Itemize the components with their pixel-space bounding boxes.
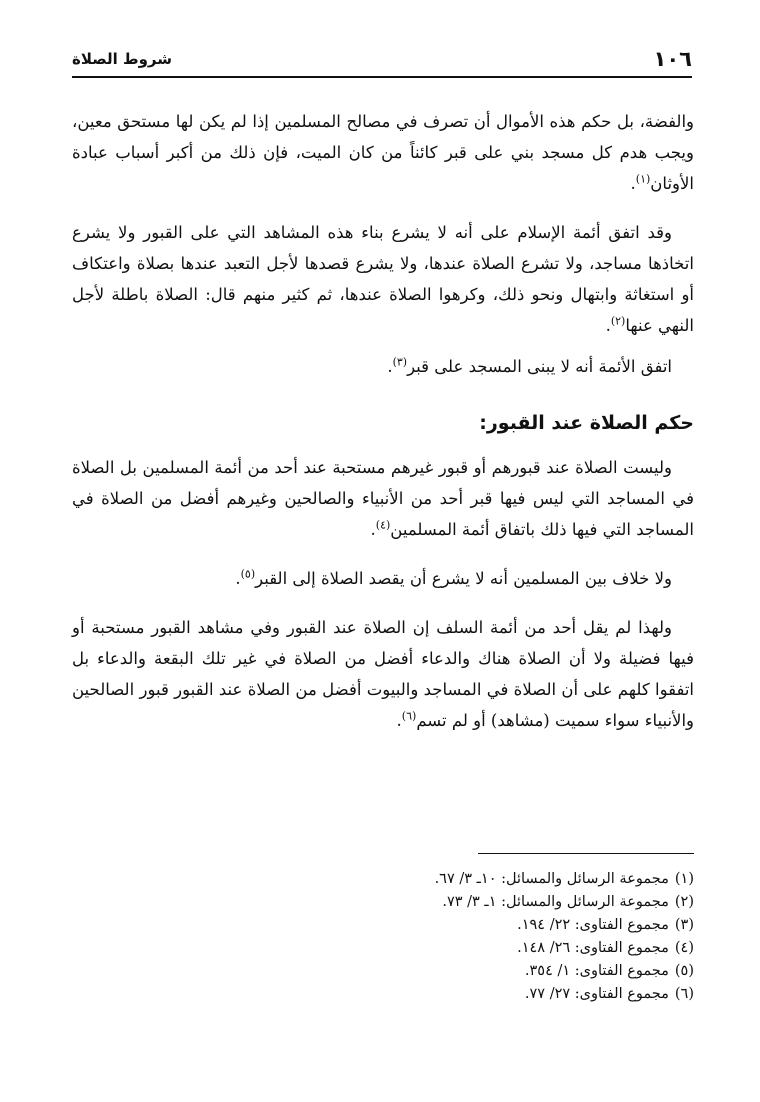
footnote-number: (٦) xyxy=(674,986,694,1002)
footnote-text: مجموع الفتاوى: ١/ ٣٥٤. xyxy=(524,963,669,979)
paragraph-end: . xyxy=(387,357,393,376)
paragraph-2 xyxy=(72,217,694,341)
paragraph-text: وقد اتفق أئمة الإسلام على أنه لا يشرع بناء هذه المشاهد التي على القبور ولا يشرع اتخاذها مساجد، ولا تشرع الصلاة عندها، ولا يشرع قصدها لأجل التعبد عندها بصلاة واعتكاف أو استغاثة وابتهال ونحو ذلك، وكرهوا الصلاة عندها، ثم كثير منهم قال: الصلاة باطلة لأجل النهي عنها xyxy=(72,223,694,335)
footnote-number: (٣) xyxy=(674,917,694,933)
paragraph-end: . xyxy=(396,711,402,730)
footnote-text: مجموع الفتاوى: ٢٢/ ١٩٤. xyxy=(517,917,669,933)
paragraph-end: . xyxy=(630,174,636,193)
paragraph-5 xyxy=(72,563,694,594)
main-text xyxy=(72,106,694,754)
footnote-ref-2: (٢) xyxy=(610,314,626,328)
footnote-ref-3: (٣) xyxy=(392,355,408,369)
paragraph-6 xyxy=(72,612,694,736)
footnote-item xyxy=(334,937,694,960)
paragraph-4 xyxy=(72,452,694,545)
section-heading: حكم الصلاة عند القبور: xyxy=(479,412,694,434)
paragraph-3 xyxy=(72,351,694,382)
footnote-text: مجموعة الرسائل والمسائل: ١٠ـ ٣/ ٦٧. xyxy=(434,871,669,887)
footnote-ref-6: (٦) xyxy=(401,709,417,723)
header-divider xyxy=(72,76,692,78)
page-header xyxy=(72,44,692,74)
footnote-item xyxy=(334,960,694,983)
footnote-text: مجموعة الرسائل والمسائل: ١ـ ٣/ ٧٣. xyxy=(442,894,669,910)
paragraph-1 xyxy=(72,106,694,199)
paragraph-end: . xyxy=(605,316,611,335)
paragraph-text: ولا خلاف بين المسلمين أنه لا يشرع أن يقصد الصلاة إلى القبر xyxy=(255,569,672,588)
footnote-text: مجموع الفتاوى: ٢٦/ ١٤٨. xyxy=(517,940,669,956)
footnotes-list xyxy=(334,868,694,1006)
footnote-item xyxy=(334,914,694,937)
footnote-number: (٤) xyxy=(674,940,694,956)
paragraph-text: ولهذا لم يقل أحد من أئمة السلف إن الصلاة عند القبور وفي مشاهد القبور مستحبة أو فيها فضيلة ولا أن الصلاة هناك والدعاء أفضل من الصلاة في غير تلك البقعة والدعاء بل اتفقوا كلهم على أن الصلاة في المساجد والبيوت أفضل من الصلاة عند القبور قبور الصالحين والأنبياء سواء سميت (مشاهد) أو لم تسم xyxy=(72,618,694,730)
footnote-ref-1: (١) xyxy=(635,172,651,186)
paragraph-text: وليست الصلاة عند قبورهم أو قبور غيرهم مستحبة عند أحد من أئمة المسلمين بل الصلاة في المساجد التي ليس فيها قبر أحد من الأنبياء والصالحين وغيرهم أفضل من الصلاة في المساجد التي فيها ذلك باتفاق أئمة المسلمين xyxy=(72,458,694,539)
footnote-number: (٥) xyxy=(674,963,694,979)
footnote-number: (٢) xyxy=(674,894,694,910)
paragraph-text: اتفق الأئمة أنه لا يبنى المسجد على قبر xyxy=(407,357,672,376)
footnote-item xyxy=(334,983,694,1006)
page-number: ١٠٦ xyxy=(653,47,692,71)
footnote-item xyxy=(334,868,694,891)
running-title: شروط الصلاة xyxy=(72,50,173,68)
paragraph-end: . xyxy=(235,569,241,588)
footnote-number: (١) xyxy=(674,871,694,887)
paragraph-end: . xyxy=(370,520,376,539)
paragraph-text: والفضة، بل حكم هذه الأموال أن تصرف في مصالح المسلمين إذا لم يكن لها مستحق معين، ويجب هدم كل مسجد بني على قبر كائناً من كان الميت، فإن ذلك من أكبر أسباب عبادة الأوثان xyxy=(72,112,694,193)
footnote-ref-5: (٥) xyxy=(240,567,256,581)
footnote-ref-4: (٤) xyxy=(375,518,391,532)
footnote-text: مجموع الفتاوى: ٢٧/ ٧٧. xyxy=(524,986,669,1002)
footnote-item xyxy=(334,891,694,914)
footnote-divider xyxy=(478,853,694,854)
